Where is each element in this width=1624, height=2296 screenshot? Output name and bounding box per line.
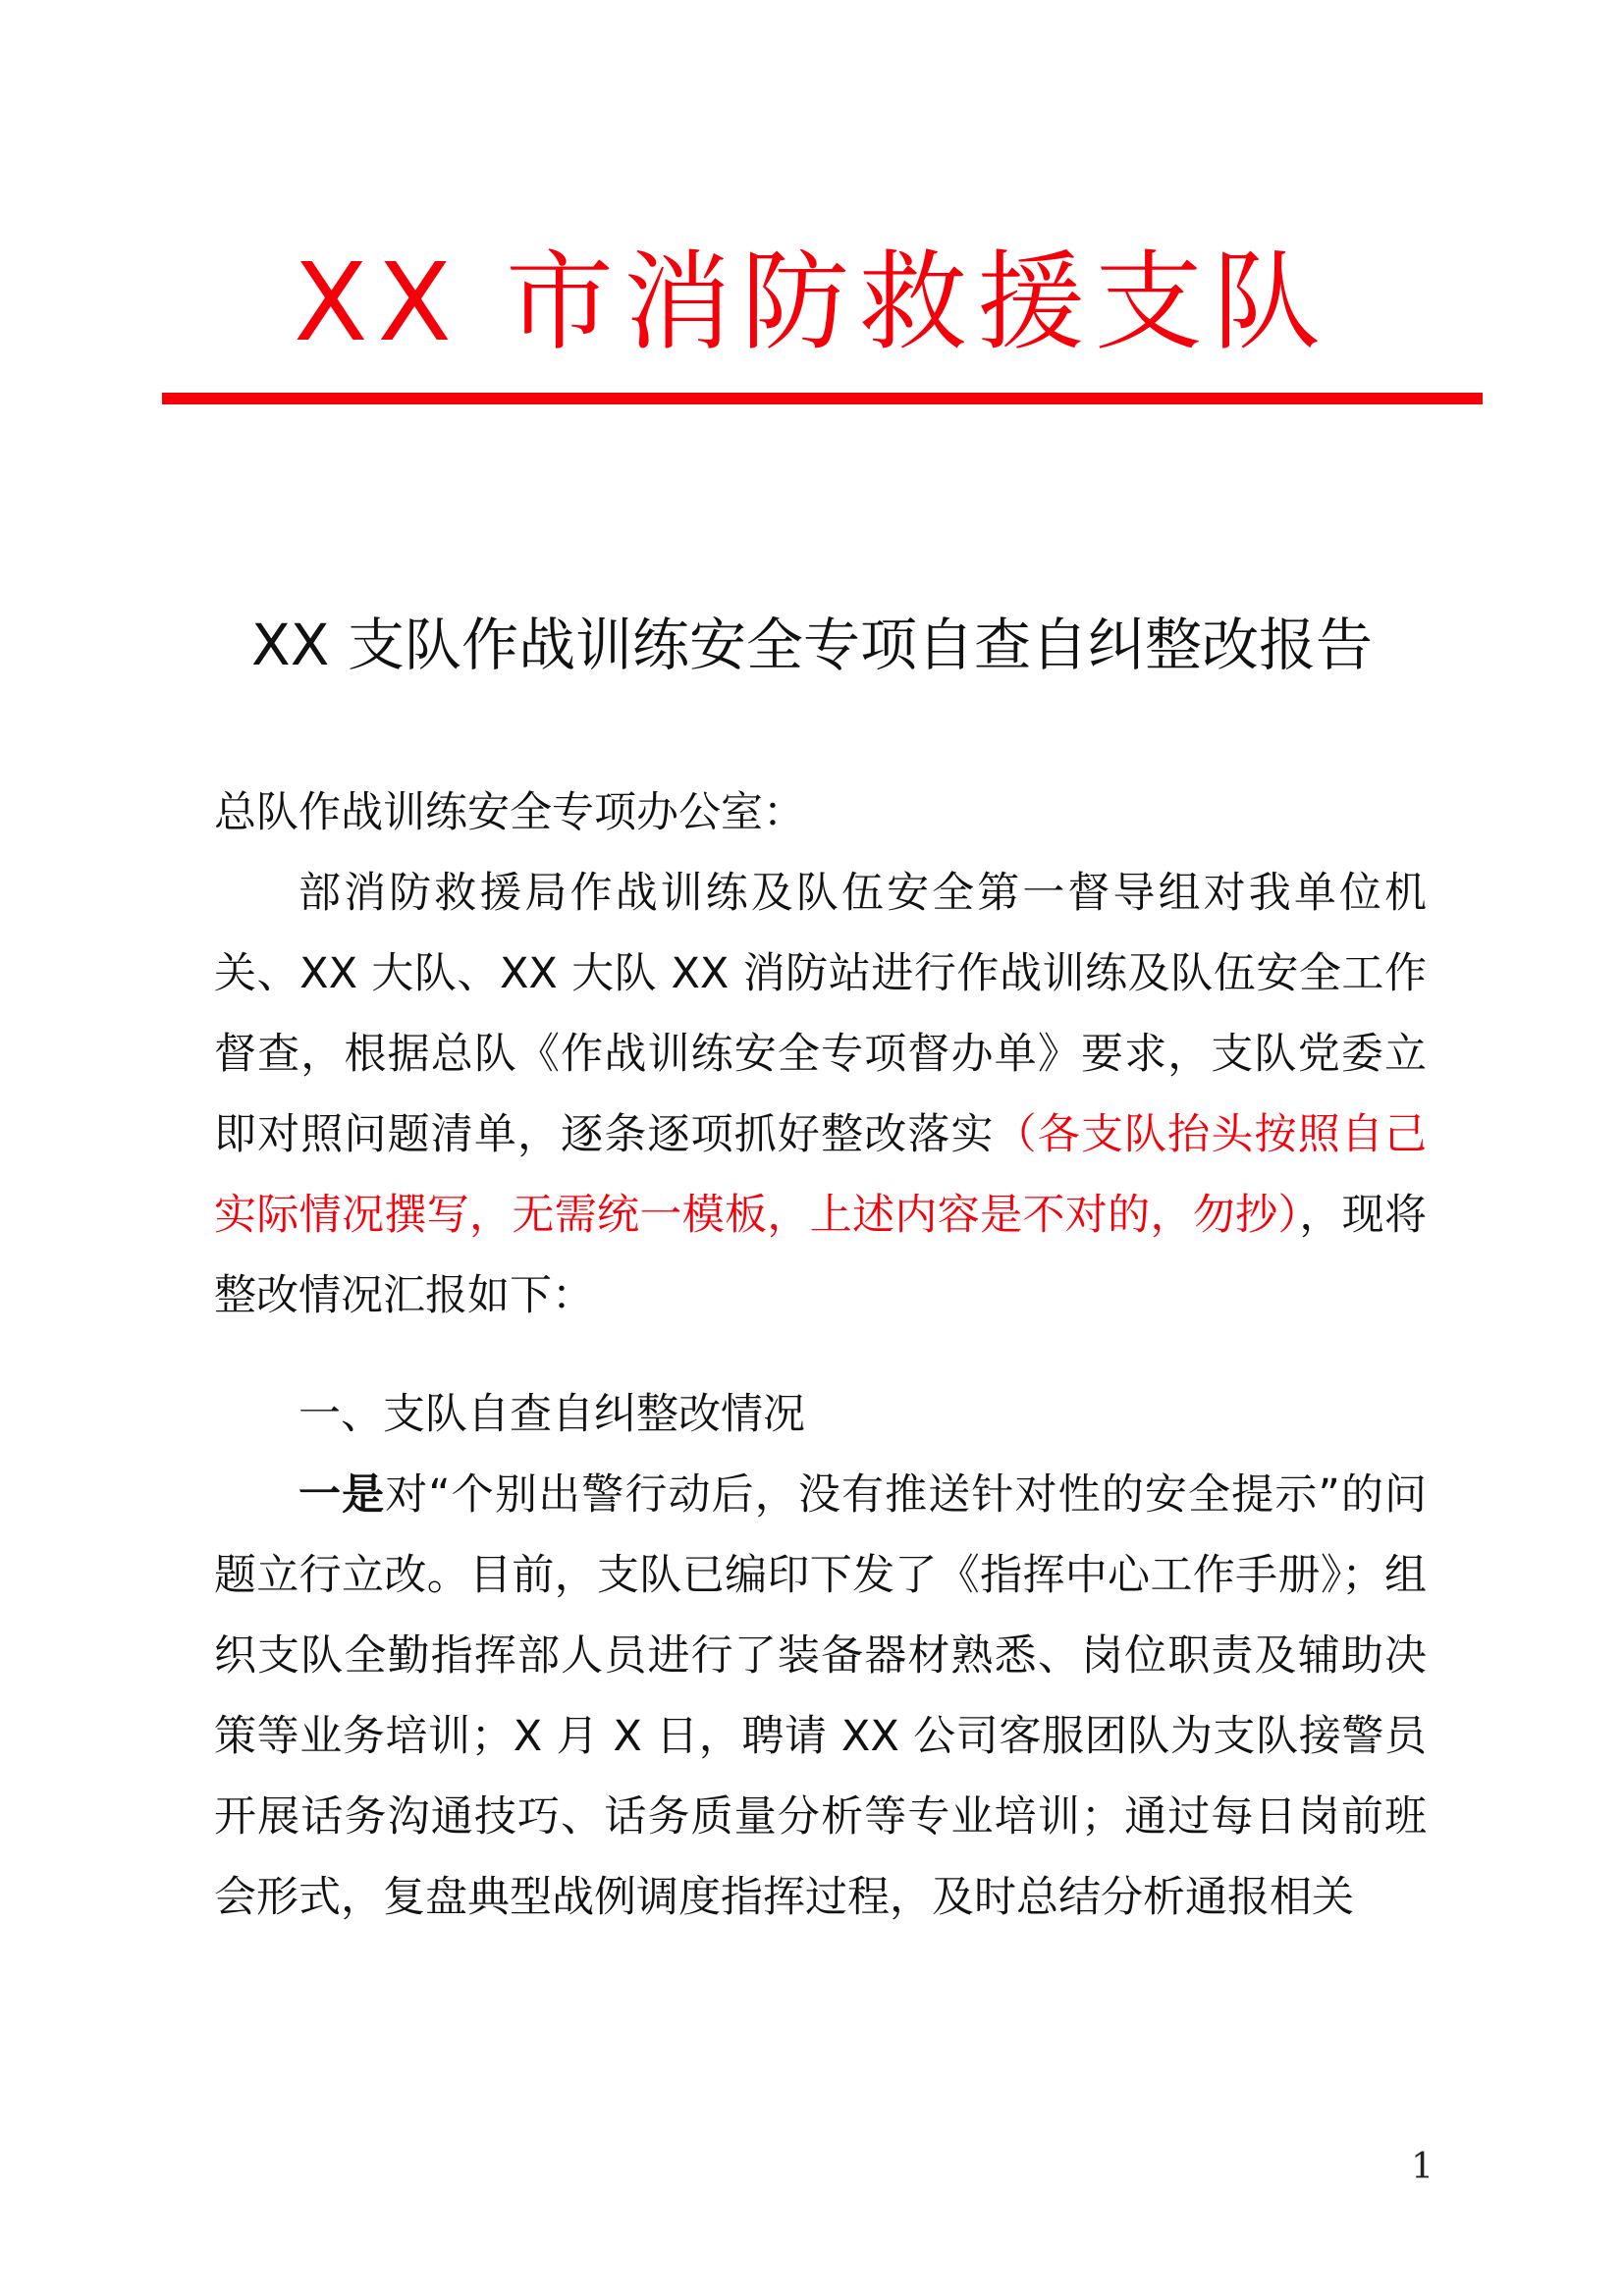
paragraph-intro-tail: ，现将整改情况汇报如下： (214, 1191, 1428, 1320)
red-editor-note: （各支队抬头按照自己实际情况撰写，无需统一模板，上述内容是不对的，勿抄） (214, 1110, 1428, 1240)
section-heading: 一、支队自查自纠整改情况 (298, 1390, 805, 1439)
header-red-rule (162, 393, 1483, 404)
salutation: 总队作战训练安全专项办公室： (214, 788, 805, 837)
page-number: 1 (1411, 2147, 1434, 2187)
paragraph-intro (214, 853, 1427, 1336)
item-one-text: 对“个别出警行动后，没有推送针对性的安全提示”的问题立行立改。目前，支队已编印下发了《指挥中心工作手册》；组织支队全勤指挥部人员进行了装备器材熟悉、岗位职责及辅助决策等业务培训；X 月 X 日，聘请 XX 公司客服团队为支队接警员开展话务沟通技巧、话务质量分析等专业培训；通过每日岗前班会形式，复盘典型战例调度指挥过程，及时总结分析通报相关 (214, 1470, 1427, 1922)
org-header-title: XX 市消防救援支队 (294, 240, 1330, 365)
paragraph-intro-text: 部消防救援局作战训练及队伍安全第一督导组对我单位机关、XX 大队、XX 大队 XX 消防站进行作战训练及队伍安全工作督查，根据总队《作战训练安全专项督办单》要求，支队党委立即对照问题清单，逐条逐项抓好整改落实 (214, 869, 1427, 1159)
document-title: XX 支队作战训练安全专项自查自纠整改报告 (251, 612, 1373, 678)
item-lead-bold: 一是 (298, 1470, 386, 1520)
paragraph-item-one (214, 1455, 1427, 1938)
